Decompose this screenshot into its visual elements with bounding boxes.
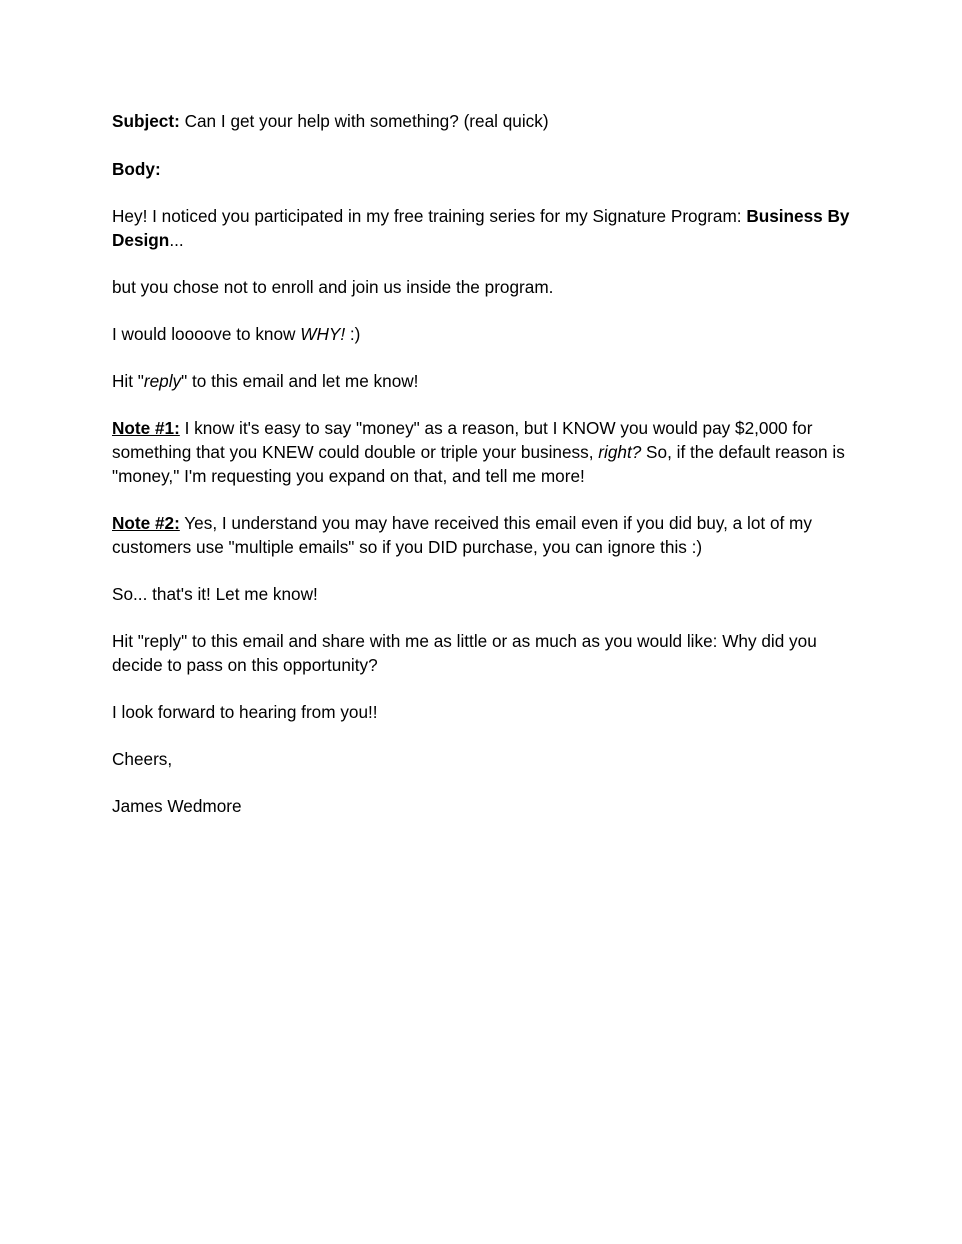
subject-text: Can I get your help with something? (real quick) [179,111,549,131]
note-1-text: I know it's easy to say "money" as a reason, but I KNOW you would pay $2,000 for something that you KNEW could double or triple your business, [112,418,813,462]
note-2-paragraph [112,511,852,559]
share-paragraph: Hit "reply" to this email and share with me as little or as much as you would like: Why did you decide to pass on this opportunity? [112,631,817,675]
why-paragraph [112,322,852,346]
intro-text: Hey! I noticed you participated in my free training series for my Signature Program: [112,206,747,226]
note-2-text: Yes, I understand you may have received this email even if you did buy, a lot of my customers use "multiple emails" so if you DID purchase, you can ignore this :) [112,513,812,557]
why-before: I would loooove to know [112,324,301,344]
why-after: :) [345,324,361,344]
why-emphasis: WHY! [300,324,346,344]
subject-label: Subject: [112,111,180,131]
reply-paragraph [112,369,852,393]
note-1-emphasis: right? [598,442,642,462]
body-label: Body: [112,159,161,179]
document-page [112,109,852,841]
not-enrolled-paragraph: but you chose not to enroll and join us inside the program. [112,277,554,297]
note-1-after: So, if the default reason is "money," I'm requesting you expand on that, and tell me more! [112,442,845,486]
reply-before: Hit " [112,371,144,391]
reply-after: " to this email and let me know! [181,371,419,391]
note-1-label: Note #1: [112,418,180,438]
reply-emphasis: reply [143,371,182,391]
look-forward-paragraph: I look forward to hearing from you!! [112,702,378,722]
program-name: Business By Design [112,206,850,250]
thats-it-paragraph: So... that's it! Let me know! [112,584,318,604]
subject-line [112,109,852,133]
signature: James Wedmore [112,796,242,816]
note-1-paragraph [112,416,852,488]
intro-ellipsis: ... [169,230,184,250]
intro-paragraph [112,204,852,252]
note-2-label: Note #2: [112,513,180,533]
closing: Cheers, [112,749,173,769]
